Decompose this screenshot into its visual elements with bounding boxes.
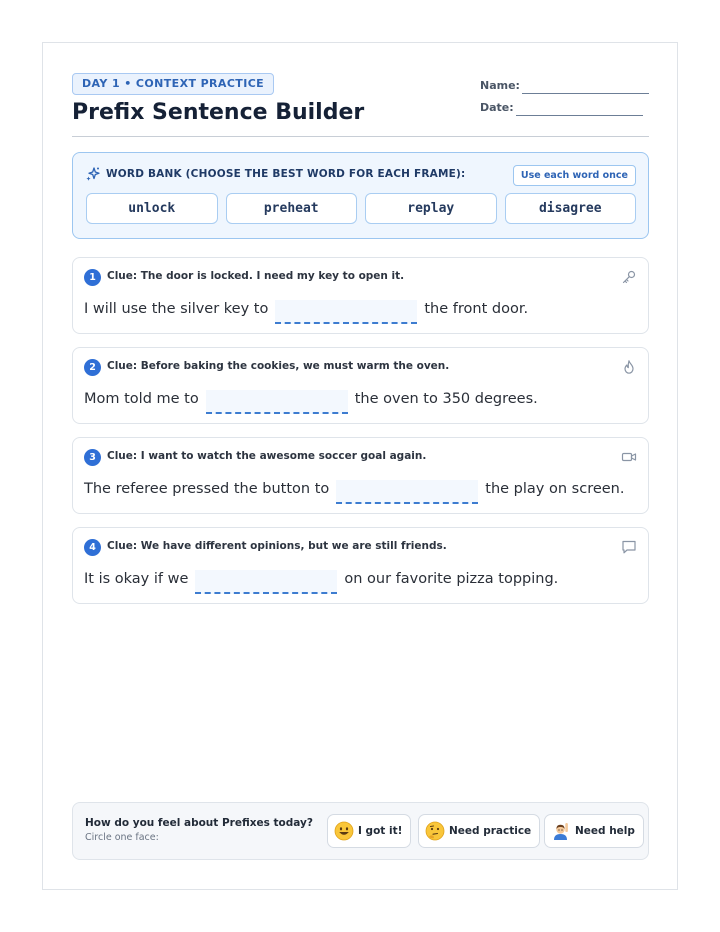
answer-blank[interactable]	[195, 570, 337, 594]
sentence-start: Mom told me to	[84, 391, 199, 407]
header-divider	[72, 136, 649, 137]
feeling-instruction: Circle one face:	[85, 832, 159, 843]
name-label: Name:	[480, 79, 520, 92]
question-sentence	[84, 387, 538, 411]
page-title: Prefix Sentence Builder	[72, 100, 365, 125]
feeling-option-got-it[interactable]	[327, 814, 411, 848]
question-card-2	[72, 347, 649, 424]
sentence-start: The referee pressed the button to	[84, 481, 330, 497]
raising-hand-icon	[551, 821, 571, 841]
sparkles-icon	[85, 166, 101, 182]
word-bank-words	[86, 193, 636, 225]
question-number: 3	[84, 449, 101, 466]
use-once-note: Use each word once	[513, 165, 636, 186]
question-card-3	[72, 437, 649, 514]
answer-blank[interactable]	[275, 300, 417, 324]
word-bank	[72, 152, 649, 239]
question-number: 4	[84, 539, 101, 556]
word-chip-replay[interactable]: replay	[365, 193, 497, 224]
question-number: 1	[84, 269, 101, 286]
worksheet	[42, 42, 678, 890]
feeling-option-need-help[interactable]	[544, 814, 644, 848]
name-line[interactable]	[522, 93, 649, 94]
date-field[interactable]	[480, 101, 514, 114]
flame-icon	[621, 359, 637, 375]
sentence-start: I will use the silver key to	[84, 301, 269, 317]
sentence-end: the front door.	[424, 301, 529, 317]
date-label: Date:	[480, 101, 514, 114]
thinking-face-icon	[425, 821, 445, 841]
smiling-face-icon	[334, 821, 354, 841]
feeling-option-label: Need help	[575, 825, 635, 837]
question-clue: Clue: Before baking the cookies, we must warm the oven.	[107, 360, 450, 372]
answer-blank[interactable]	[206, 390, 348, 414]
day-badge: DAY 1 • CONTEXT PRACTICE	[72, 73, 274, 95]
feeling-option-need-practice[interactable]	[418, 814, 540, 848]
self-assessment	[72, 802, 649, 860]
word-chip-preheat[interactable]: preheat	[226, 193, 358, 224]
word-chip-disagree[interactable]: disagree	[505, 193, 637, 224]
question-card-4	[72, 527, 649, 604]
speech-bubble-icon	[621, 539, 637, 555]
sentence-end: the oven to 350 degrees.	[354, 391, 538, 407]
question-card-1	[72, 257, 649, 334]
question-sentence	[84, 567, 558, 591]
question-sentence	[84, 477, 624, 501]
question-number: 2	[84, 359, 101, 376]
name-field[interactable]	[480, 79, 520, 92]
feeling-option-label: I got it!	[358, 825, 403, 837]
sentence-start: It is okay if we	[84, 571, 189, 587]
word-chip-unlock[interactable]: unlock	[86, 193, 218, 224]
sentence-end: on our favorite pizza topping.	[344, 571, 559, 587]
feeling-option-label: Need practice	[449, 825, 532, 837]
feeling-question: How do you feel about Prefixes today?	[85, 817, 313, 829]
question-sentence	[84, 297, 528, 321]
worksheet-header	[72, 73, 649, 137]
question-clue: Clue: We have different opinions, but we are still friends.	[107, 540, 447, 552]
question-clue: Clue: I want to watch the awesome soccer goal again.	[107, 450, 427, 462]
answer-blank[interactable]	[336, 480, 478, 504]
sentence-end: the play on screen.	[485, 481, 625, 497]
video-camera-icon	[621, 449, 637, 465]
key-icon	[621, 269, 637, 285]
question-clue: Clue: The door is locked. I need my key to open it.	[107, 270, 405, 282]
date-line[interactable]	[516, 115, 643, 116]
word-bank-title: WORD BANK (CHOOSE THE BEST WORD FOR EACH FRAME):	[106, 168, 466, 180]
